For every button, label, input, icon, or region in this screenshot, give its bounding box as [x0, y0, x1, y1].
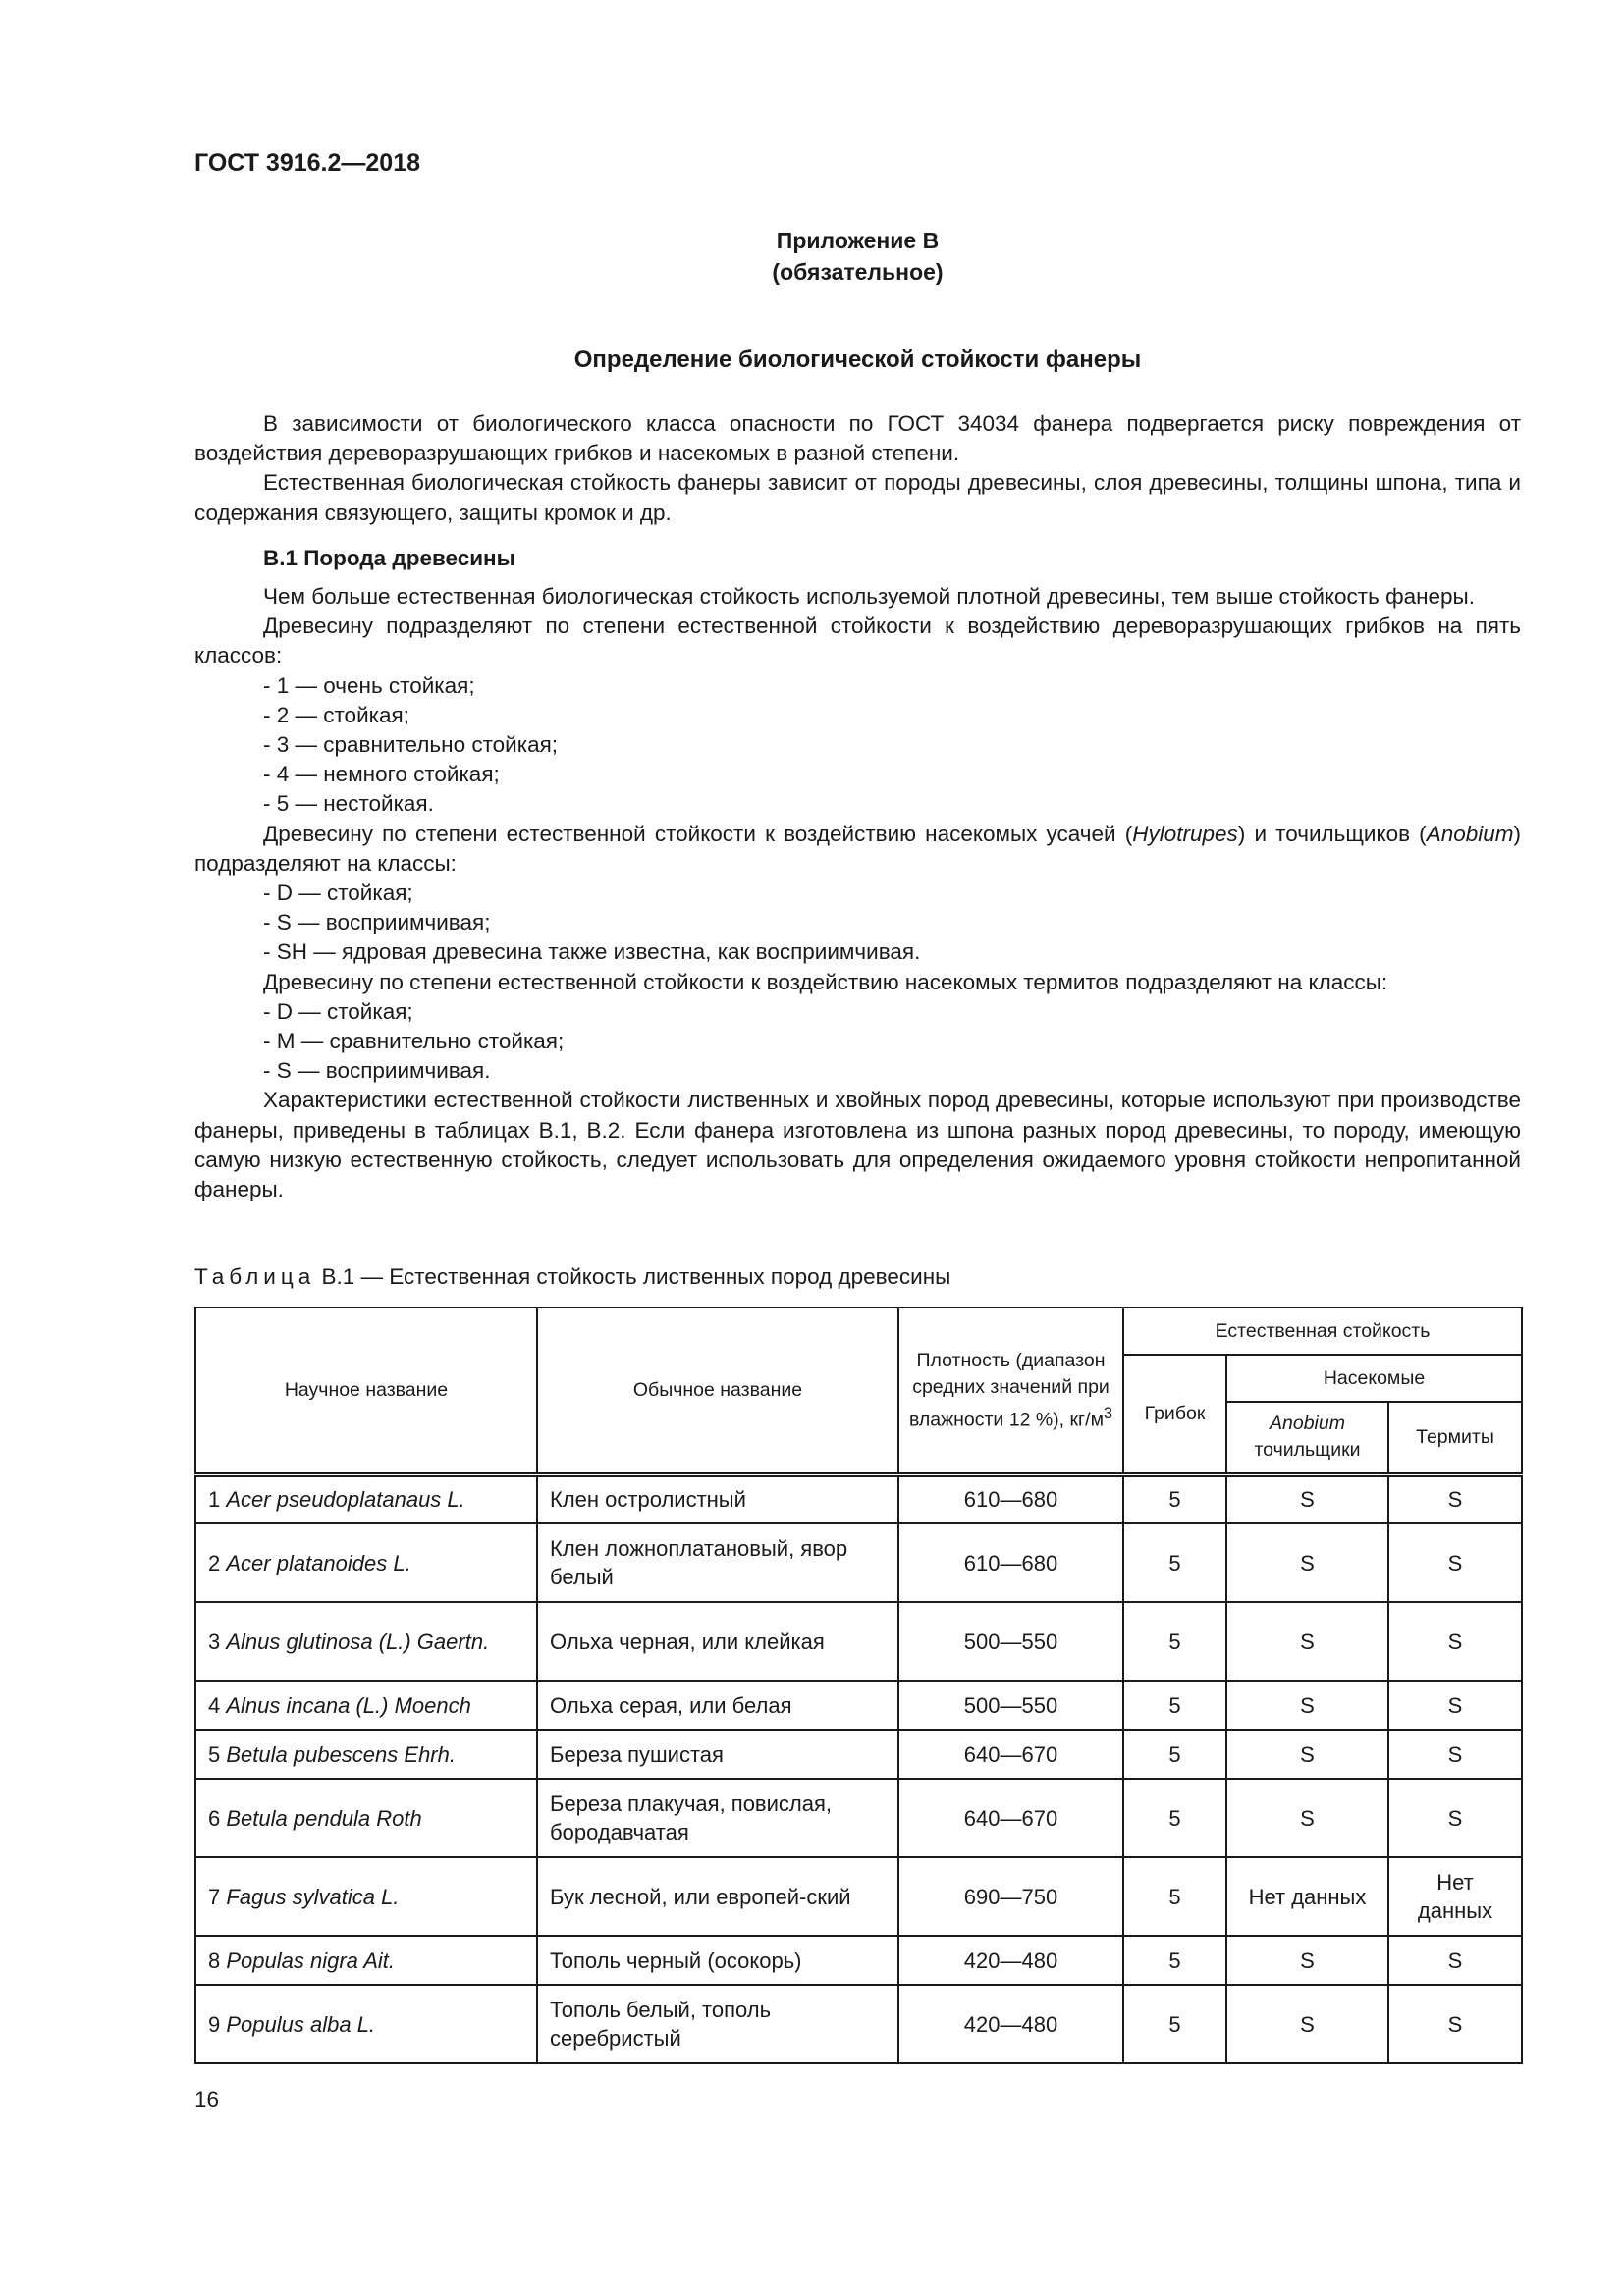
row-number: 5: [208, 1741, 221, 1767]
table-row: [195, 1681, 1522, 1730]
anobium-cell: S: [1226, 1730, 1388, 1779]
fungus-cell: 5: [1123, 1681, 1226, 1730]
scientific-name-cell: [195, 1985, 537, 2063]
termites-cell: Нет данных: [1388, 1857, 1522, 1936]
header-insects: Насекомые: [1226, 1355, 1522, 1402]
scientific-name-cell: [195, 1523, 537, 1602]
table-caption: [194, 1264, 950, 1290]
scientific-name: Populus alba L.: [226, 2011, 376, 2037]
anobium-sublabel: точильщики: [1254, 1439, 1361, 1462]
caption-text: В.1 — Естественная стойкость лиственных пород древесины: [315, 1264, 951, 1289]
paragraph: В зависимости от биологического класса опасности по ГОСТ 34034 фанера подвергается риску повреждения от воздействия дереворазрушающих грибков и насекомых в разной степени.: [194, 411, 1521, 466]
header-termites: Термиты: [1388, 1402, 1522, 1474]
paragraph: [194, 820, 1521, 879]
anobium-cell: Нет данных: [1226, 1857, 1388, 1936]
wood-resistance-table: [194, 1307, 1523, 2064]
anobium-cell: S: [1226, 1779, 1388, 1857]
termites-cell: S: [1388, 1730, 1522, 1779]
row-number: 3: [208, 1629, 221, 1654]
scientific-name-cell: [195, 1602, 537, 1681]
list-item: - 5 — нестойкая.: [263, 791, 434, 817]
text: Древесину по степени естественной стойкости к воздействию насекомых усачей (: [263, 821, 1133, 846]
scientific-name: Betula pubescens Ehrh.: [226, 1741, 456, 1767]
header-anobium: [1226, 1402, 1388, 1474]
fungus-cell: 5: [1123, 1602, 1226, 1681]
paragraph: Древесину подразделяют по степени естественной стойкости к воздействию дереворазрушающих грибков на пять классов:: [194, 614, 1521, 668]
scientific-name: Alnus glutinosa (L.) Gaertn.: [226, 1629, 490, 1654]
header-fungus: Грибок: [1123, 1355, 1226, 1474]
common-name-cell: Тополь белый, тополь серебристый: [537, 1985, 898, 2063]
list-item: - 4 — немного стойкая;: [263, 762, 500, 787]
subsection-heading: В.1 Порода древесины: [263, 545, 515, 570]
latin-term: Hylotrupes: [1132, 821, 1238, 846]
anobium-cell: S: [1226, 1985, 1388, 2063]
header-common-name: Обычное название: [537, 1308, 898, 1474]
page-number: 16: [194, 2087, 220, 2111]
list-item: - 2 — стойкая;: [263, 702, 409, 727]
fungus-cell: 5: [1123, 1857, 1226, 1936]
table-row: [195, 1523, 1522, 1602]
scientific-name-cell: [195, 1779, 537, 1857]
fungus-cell: 5: [1123, 1779, 1226, 1857]
scientific-name-cell: [195, 1857, 537, 1936]
termites-cell: S: [1388, 1779, 1522, 1857]
row-number: 7: [208, 1884, 221, 1909]
common-name-cell: Береза пушистая: [537, 1730, 898, 1779]
list-item: - S — восприимчивая.: [263, 1058, 491, 1084]
fungus-cell: 5: [1123, 1474, 1226, 1523]
scientific-name: Acer platanoides L.: [226, 1550, 411, 1575]
fungus-cell: 5: [1123, 1523, 1226, 1602]
scientific-name: Fagus sylvatica L.: [226, 1884, 400, 1909]
list-item: - M — сравнительно стойкая;: [263, 1029, 565, 1054]
density-cell: 420—480: [898, 1985, 1123, 2063]
appendix-title: Приложение В: [776, 228, 940, 253]
table-row: [195, 1602, 1522, 1681]
row-number: 2: [208, 1550, 221, 1575]
list-item: - S — восприимчивая;: [263, 910, 491, 935]
density-cell: 500—550: [898, 1602, 1123, 1681]
fungus-cell: 5: [1123, 1730, 1226, 1779]
list-item: - D — стойкая;: [263, 881, 413, 906]
anobium-cell: S: [1226, 1936, 1388, 1985]
anobium-cell: S: [1226, 1602, 1388, 1681]
body-text: [194, 409, 1521, 1204]
common-name-cell: Бук лесной, или европей-ский: [537, 1857, 898, 1936]
anobium-cell: S: [1226, 1474, 1388, 1523]
common-name-cell: Ольха черная, или клейкая: [537, 1602, 898, 1681]
table-row: [195, 1730, 1522, 1779]
header-density: [898, 1308, 1123, 1474]
scientific-name-cell: [195, 1681, 537, 1730]
termites-cell: S: [1388, 1523, 1522, 1602]
anobium-cell: S: [1226, 1681, 1388, 1730]
anobium-cell: S: [1226, 1523, 1388, 1602]
density-cell: 500—550: [898, 1681, 1123, 1730]
common-name-cell: Клен остролистный: [537, 1474, 898, 1523]
termites-cell: S: [1388, 1474, 1522, 1523]
scientific-name: Alnus incana (L.) Moench: [226, 1692, 471, 1718]
paragraph: Древесину по степени естественной стойкости к воздействию насекомых термитов подразделяют на классы:: [263, 969, 1388, 994]
scientific-name: Populas nigra Ait.: [226, 1948, 395, 1973]
scientific-name: Acer pseudoplatanaus L.: [226, 1487, 465, 1513]
common-name-cell: Клен ложноплатановый, явор белый: [537, 1523, 898, 1602]
table-row: [195, 1936, 1522, 1985]
header-scientific-name: Научное название: [195, 1308, 537, 1474]
density-cell: 610—680: [898, 1474, 1123, 1523]
scientific-name-cell: [195, 1474, 537, 1523]
list-item: - D — стойкая;: [263, 998, 413, 1024]
header-natural-resistance: Естественная стойкость: [1123, 1308, 1522, 1355]
row-number: 9: [208, 2011, 221, 2037]
document-code: ГОСТ 3916.2—2018: [194, 149, 421, 177]
termites-cell: S: [1388, 1985, 1522, 2063]
fungus-cell: 5: [1123, 1936, 1226, 1985]
fungus-cell: 5: [1123, 1985, 1226, 2063]
table-row: [195, 1779, 1522, 1857]
density-cell: 610—680: [898, 1523, 1123, 1602]
scientific-name-cell: [195, 1936, 537, 1985]
paragraph: Естественная биологическая стойкость фанеры зависит от породы древесины, слоя древесины, толщины шпона, типа и содержания связующего, защиты кромок и др.: [194, 470, 1521, 525]
table-row: [195, 1474, 1522, 1523]
density-cell: 690—750: [898, 1857, 1123, 1936]
density-cell: 640—670: [898, 1779, 1123, 1857]
paragraph: Чем больше естественная биологическая стойкость используемой плотной древесины, тем выше стойкость фанеры.: [263, 584, 1475, 610]
row-number: 4: [208, 1692, 221, 1718]
table-row: [195, 1985, 1522, 2063]
appendix-status: (обязательное): [772, 259, 944, 285]
density-superscript: 3: [1103, 1404, 1113, 1422]
termites-cell: S: [1388, 1681, 1522, 1730]
list-item: - 3 — сравнительно стойкая;: [263, 732, 559, 758]
density-cell: 420—480: [898, 1936, 1123, 1985]
latin-term: Anobium: [1426, 821, 1514, 846]
caption-label: Таблица: [194, 1264, 316, 1289]
section-title: Определение биологической стойкости фанеры: [573, 347, 1142, 373]
density-cell: 640—670: [898, 1730, 1123, 1779]
common-name-cell: Береза плакучая, повислая, бородавчатая: [537, 1779, 898, 1857]
scientific-name-cell: [195, 1730, 537, 1779]
termites-cell: S: [1388, 1936, 1522, 1985]
termites-cell: S: [1388, 1602, 1522, 1681]
table-row: [195, 1857, 1522, 1936]
text: ) подразделяют на классы:: [194, 821, 1521, 876]
list-item: - SH — ядровая древесина также известна, как восприимчивая.: [263, 939, 921, 965]
row-number: 1: [208, 1487, 221, 1513]
common-name-cell: Тополь черный (осокорь): [537, 1936, 898, 1985]
scientific-name: Betula pendula Roth: [226, 1805, 422, 1831]
row-number: 8: [208, 1948, 221, 1973]
density-label: Плотность (диапазон средних значений при влажности 12 %), кг/м: [908, 1349, 1110, 1430]
anobium-label: Anobium: [1270, 1413, 1345, 1435]
row-number: 6: [208, 1805, 221, 1831]
list-item: - 1 — очень стойкая;: [263, 672, 475, 698]
common-name-cell: Ольха серая, или белая: [537, 1681, 898, 1730]
paragraph: Характеристики естественной стойкости лиственных и хвойных пород древесины, которые используют при производстве фанеры, приведены в таблицах В.1, В.2. Если фанера изготовлена из шпона разных пород древесины, то породу, имеющую самую низкую естественную стойкость, следует использовать для определения ожидаемого уровня стойкости непропитанной фанеры.: [194, 1088, 1521, 1202]
text: ) и точильщиков (: [1237, 821, 1427, 846]
